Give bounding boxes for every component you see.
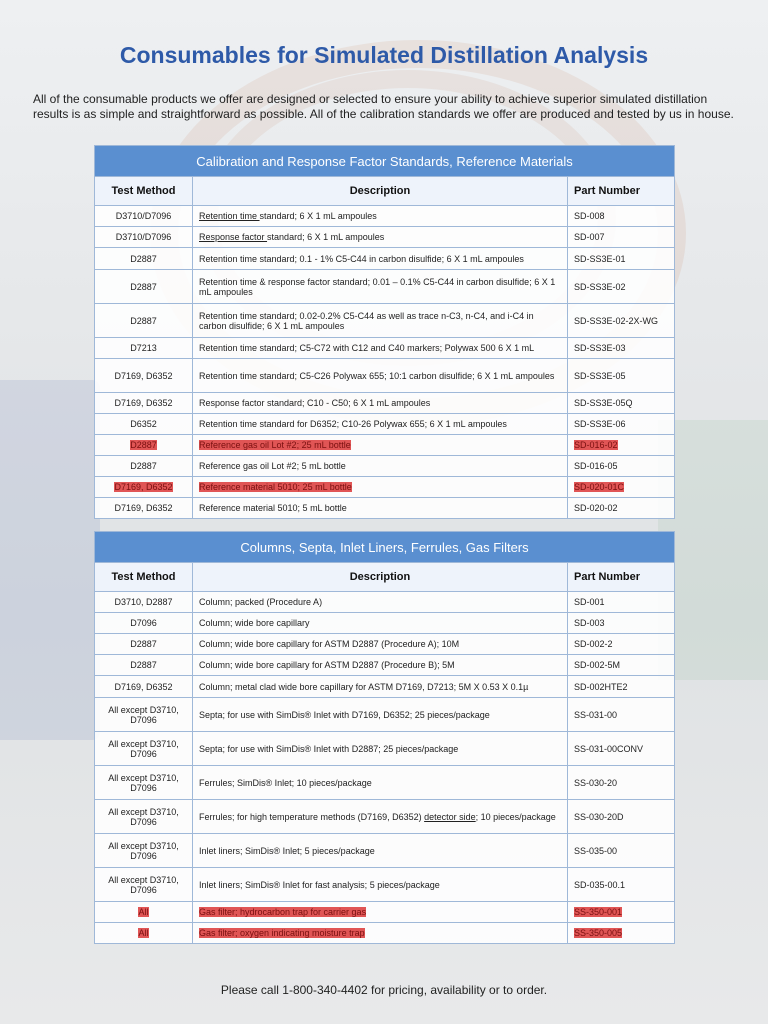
- cell-test-method: D2887: [95, 634, 193, 655]
- header-description: Description: [193, 177, 568, 206]
- description-text: Retention time & response factor standard; 0.01 – 0.1% C5-C44 in carbon disulfide; 6 X 1 mL ampoules: [199, 276, 556, 297]
- cell-part-number: SD-003: [568, 613, 675, 634]
- description-text: Reference material 5010; 25 mL bottle: [199, 482, 352, 492]
- cell-description: [193, 498, 568, 519]
- cell-test-method: D7169, D6352: [95, 498, 193, 519]
- table-row: [95, 435, 675, 456]
- cell-description: [193, 456, 568, 477]
- cell-part-number: [568, 923, 675, 944]
- cell-test-method: D7169, D6352: [95, 393, 193, 414]
- table-row: [95, 414, 675, 435]
- cell-description: [193, 248, 568, 270]
- cell-test-method: All except D3710, D7096: [95, 698, 193, 732]
- cell-part-number: SD-SS3E-02: [568, 270, 675, 304]
- cell-part-number: SD-035-00.1: [568, 868, 675, 902]
- header-test-method: Test Method: [95, 177, 193, 206]
- header-test-method: Test Method: [95, 563, 193, 592]
- part-number-text: SS-350-001: [574, 907, 623, 917]
- cell-description: [193, 732, 568, 766]
- table-row: [95, 676, 675, 698]
- cell-test-method: D2887: [95, 270, 193, 304]
- cell-description: [193, 414, 568, 435]
- table-row: [95, 304, 675, 338]
- cell-part-number: SD-SS3E-01: [568, 248, 675, 270]
- cell-description: [193, 304, 568, 338]
- cell-description: [193, 698, 568, 732]
- cell-test-method: D3710, D2887: [95, 592, 193, 613]
- header-part-number: Part Number: [568, 177, 675, 206]
- cell-description: [193, 676, 568, 698]
- intro-paragraph: All of the consumable products we offer are designed or selected to ensure your ability to achieve superior simulated distillation results is as simple and straightforward as possible. All of the calibration standards we offer are produced and tested by us in house.: [33, 92, 734, 121]
- cell-test-method: All except D3710, D7096: [95, 800, 193, 834]
- cell-test-method: D2887: [95, 456, 193, 477]
- table-caption: Calibration and Response Factor Standards, Reference Materials: [95, 146, 675, 177]
- table-row: [95, 766, 675, 800]
- cell-description: [193, 477, 568, 498]
- cell-description: [193, 923, 568, 944]
- cell-description: [193, 435, 568, 456]
- cell-part-number: SD-016-05: [568, 456, 675, 477]
- cell-part-number: SS-031-00: [568, 698, 675, 732]
- header-description: Description: [193, 563, 568, 592]
- cell-test-method: D7169, D6352: [95, 676, 193, 698]
- table-row: [95, 498, 675, 519]
- cell-part-number: SD-SS3E-06: [568, 414, 675, 435]
- table-row: [95, 613, 675, 634]
- table-row: [95, 800, 675, 834]
- cell-description: [193, 868, 568, 902]
- cell-description: [193, 902, 568, 923]
- description-text: Column; wide bore capillary: [199, 618, 310, 628]
- test-method-text: D2887: [130, 440, 157, 450]
- cell-part-number: SD-SS3E-02-2X-WG: [568, 304, 675, 338]
- cell-test-method: All except D3710, D7096: [95, 766, 193, 800]
- cell-part-number: SD-002-2: [568, 634, 675, 655]
- cell-part-number: SD-008: [568, 206, 675, 227]
- description-text: Retention time standard; 0.02-0.2% C5-C44 as well as trace n-C3, n-C4, and i-C4 in carbon disulfide; 6 X 1 mL ampoules: [199, 310, 534, 331]
- description-text: Ferrules; for high temperature methods (D7169, D6352): [199, 811, 425, 822]
- cell-description: [193, 634, 568, 655]
- description-text: standard; 6 X 1 mL ampoules: [267, 232, 385, 242]
- table-row: [95, 456, 675, 477]
- cell-part-number: SD-001: [568, 592, 675, 613]
- description-text: Ferrules; SimDis® Inlet; 10 pieces/package: [199, 777, 372, 788]
- product-label-decor: [0, 380, 100, 740]
- description-tail: ; 10 pieces/package: [475, 811, 556, 822]
- description-underlined: Retention time: [199, 211, 260, 221]
- description-text: Reference material 5010; 5 mL bottle: [199, 503, 347, 513]
- table-row: [95, 868, 675, 902]
- table-row: [95, 698, 675, 732]
- table-row: [95, 634, 675, 655]
- cell-description: [193, 800, 568, 834]
- cell-test-method: [95, 902, 193, 923]
- description-text: Retention time standard; C5-C72 with C12 and C40 markers; Polywax 500 6 X 1 mL: [199, 343, 535, 353]
- cell-part-number: [568, 435, 675, 456]
- cell-description: [193, 613, 568, 634]
- cell-test-method: All except D3710, D7096: [95, 732, 193, 766]
- description-text: Reference gas oil Lot #2; 5 mL bottle: [199, 461, 346, 471]
- table-row: [95, 227, 675, 248]
- table-row: [95, 477, 675, 498]
- cell-description: [193, 338, 568, 359]
- table-caption: Columns, Septa, Inlet Liners, Ferrules, Gas Filters: [95, 532, 675, 563]
- cell-description: [193, 206, 568, 227]
- page-title: Consumables for Simulated Distillation Analysis: [119, 42, 649, 68]
- header-part-number: Part Number: [568, 563, 675, 592]
- cell-part-number: SD-SS3E-03: [568, 338, 675, 359]
- description-text: Inlet liners; SimDis® Inlet; 5 pieces/package: [199, 845, 375, 856]
- cell-part-number: SS-030-20: [568, 766, 675, 800]
- cell-part-number: SD-002HTE2: [568, 676, 675, 698]
- cell-part-number: SD-SS3E-05: [568, 359, 675, 393]
- cell-part-number: SS-031-00CONV: [568, 732, 675, 766]
- description-text: Column; packed (Procedure A): [199, 597, 323, 607]
- description-text: Retention time standard; 0.1 - 1% C5-C44 in carbon disulfide; 6 X 1 mL ampoules: [199, 253, 524, 264]
- description-text: Septa; for use with SimDis® Inlet with D7169, D6352; 25 pieces/package: [199, 709, 490, 720]
- table-row: [95, 592, 675, 613]
- cell-part-number: SD-002-5M: [568, 655, 675, 676]
- cell-part-number: SS-030-20D: [568, 800, 675, 834]
- contact-footer: Please call 1-800-340-4402 for pricing, availability or to order.: [220, 983, 548, 997]
- test-method-text: D7169, D6352: [114, 482, 173, 492]
- cell-part-number: SD-020-02: [568, 498, 675, 519]
- table-row: [95, 270, 675, 304]
- description-text: Retention time standard; C5-C26 Polywax 655; 10:1 carbon disulfide; 6 X 1 mL ampoules: [199, 370, 555, 381]
- table-row: [95, 338, 675, 359]
- cell-description: [193, 359, 568, 393]
- cell-description: [193, 227, 568, 248]
- columns-septa-table: [94, 531, 675, 944]
- cell-test-method: [95, 477, 193, 498]
- description-text: Septa; for use with SimDis® Inlet with D2887; 25 pieces/package: [199, 743, 459, 754]
- cell-test-method: D7213: [95, 338, 193, 359]
- cell-description: [193, 655, 568, 676]
- part-number-text: SS-350-005: [574, 928, 623, 938]
- cell-test-method: All except D3710, D7096: [95, 868, 193, 902]
- description-text: Column; metal clad wide bore capillary for ASTM D7169, D7213; 5M X 0.53 X 0.1µ: [199, 681, 529, 692]
- description-text: Retention time standard for D6352; C10-26 Polywax 655; 6 X 1 mL ampoules: [199, 419, 507, 429]
- part-number-text: SD-016-02: [574, 440, 618, 450]
- cell-test-method: D2887: [95, 304, 193, 338]
- description-underlined: Response factor: [199, 232, 268, 242]
- cell-description: [193, 270, 568, 304]
- description-text: Inlet liners; SimDis® Inlet for fast analysis; 5 pieces/package: [199, 879, 440, 890]
- table-row: [95, 359, 675, 393]
- cell-test-method: D2887: [95, 655, 193, 676]
- cell-part-number: SD-007: [568, 227, 675, 248]
- calibration-standards-table: [94, 145, 675, 519]
- table-row: [95, 393, 675, 414]
- description-text: Gas filter; hydrocarbon trap for carrier gas: [199, 907, 367, 917]
- cell-test-method: D2887: [95, 248, 193, 270]
- cell-part-number: SS-035-00: [568, 834, 675, 868]
- description-text: Column; wide bore capillary for ASTM D2887 (Procedure A); 10M: [199, 639, 460, 649]
- cell-description: [193, 393, 568, 414]
- cell-test-method: [95, 923, 193, 944]
- cell-test-method: D6352: [95, 414, 193, 435]
- description-text: Reference gas oil Lot #2; 25 mL bottle: [199, 440, 351, 450]
- cell-part-number: SD-SS3E-05Q: [568, 393, 675, 414]
- description-text: Response factor standard; C10 - C50; 6 X 1 mL ampoules: [199, 398, 431, 408]
- description-text: standard; 6 X 1 mL ampoules: [259, 211, 377, 221]
- cell-test-method: D7096: [95, 613, 193, 634]
- table-row: [95, 902, 675, 923]
- description-text: Column; wide bore capillary for ASTM D2887 (Procedure B); 5M: [199, 660, 455, 670]
- cell-test-method: [95, 435, 193, 456]
- table-body: [95, 592, 675, 944]
- cell-part-number: [568, 477, 675, 498]
- table-row: [95, 834, 675, 868]
- table-row: [95, 206, 675, 227]
- test-method-text: All: [138, 907, 149, 917]
- cell-description: [193, 834, 568, 868]
- cell-test-method: All except D3710, D7096: [95, 834, 193, 868]
- description-underlined: detector side: [424, 811, 476, 822]
- table-body: [95, 206, 675, 519]
- test-method-text: All: [138, 928, 149, 938]
- table-row: [95, 655, 675, 676]
- cell-test-method: D3710/D7096: [95, 227, 193, 248]
- table-row: [95, 923, 675, 944]
- table-row: [95, 248, 675, 270]
- table-row: [95, 732, 675, 766]
- cell-test-method: D7169, D6352: [95, 359, 193, 393]
- cell-test-method: D3710/D7096: [95, 206, 193, 227]
- description-text: Gas filter; oxygen indicating moisture trap: [199, 928, 365, 938]
- part-number-text: SD-020-01C: [574, 482, 625, 492]
- cell-part-number: [568, 902, 675, 923]
- cell-description: [193, 766, 568, 800]
- cell-description: [193, 592, 568, 613]
